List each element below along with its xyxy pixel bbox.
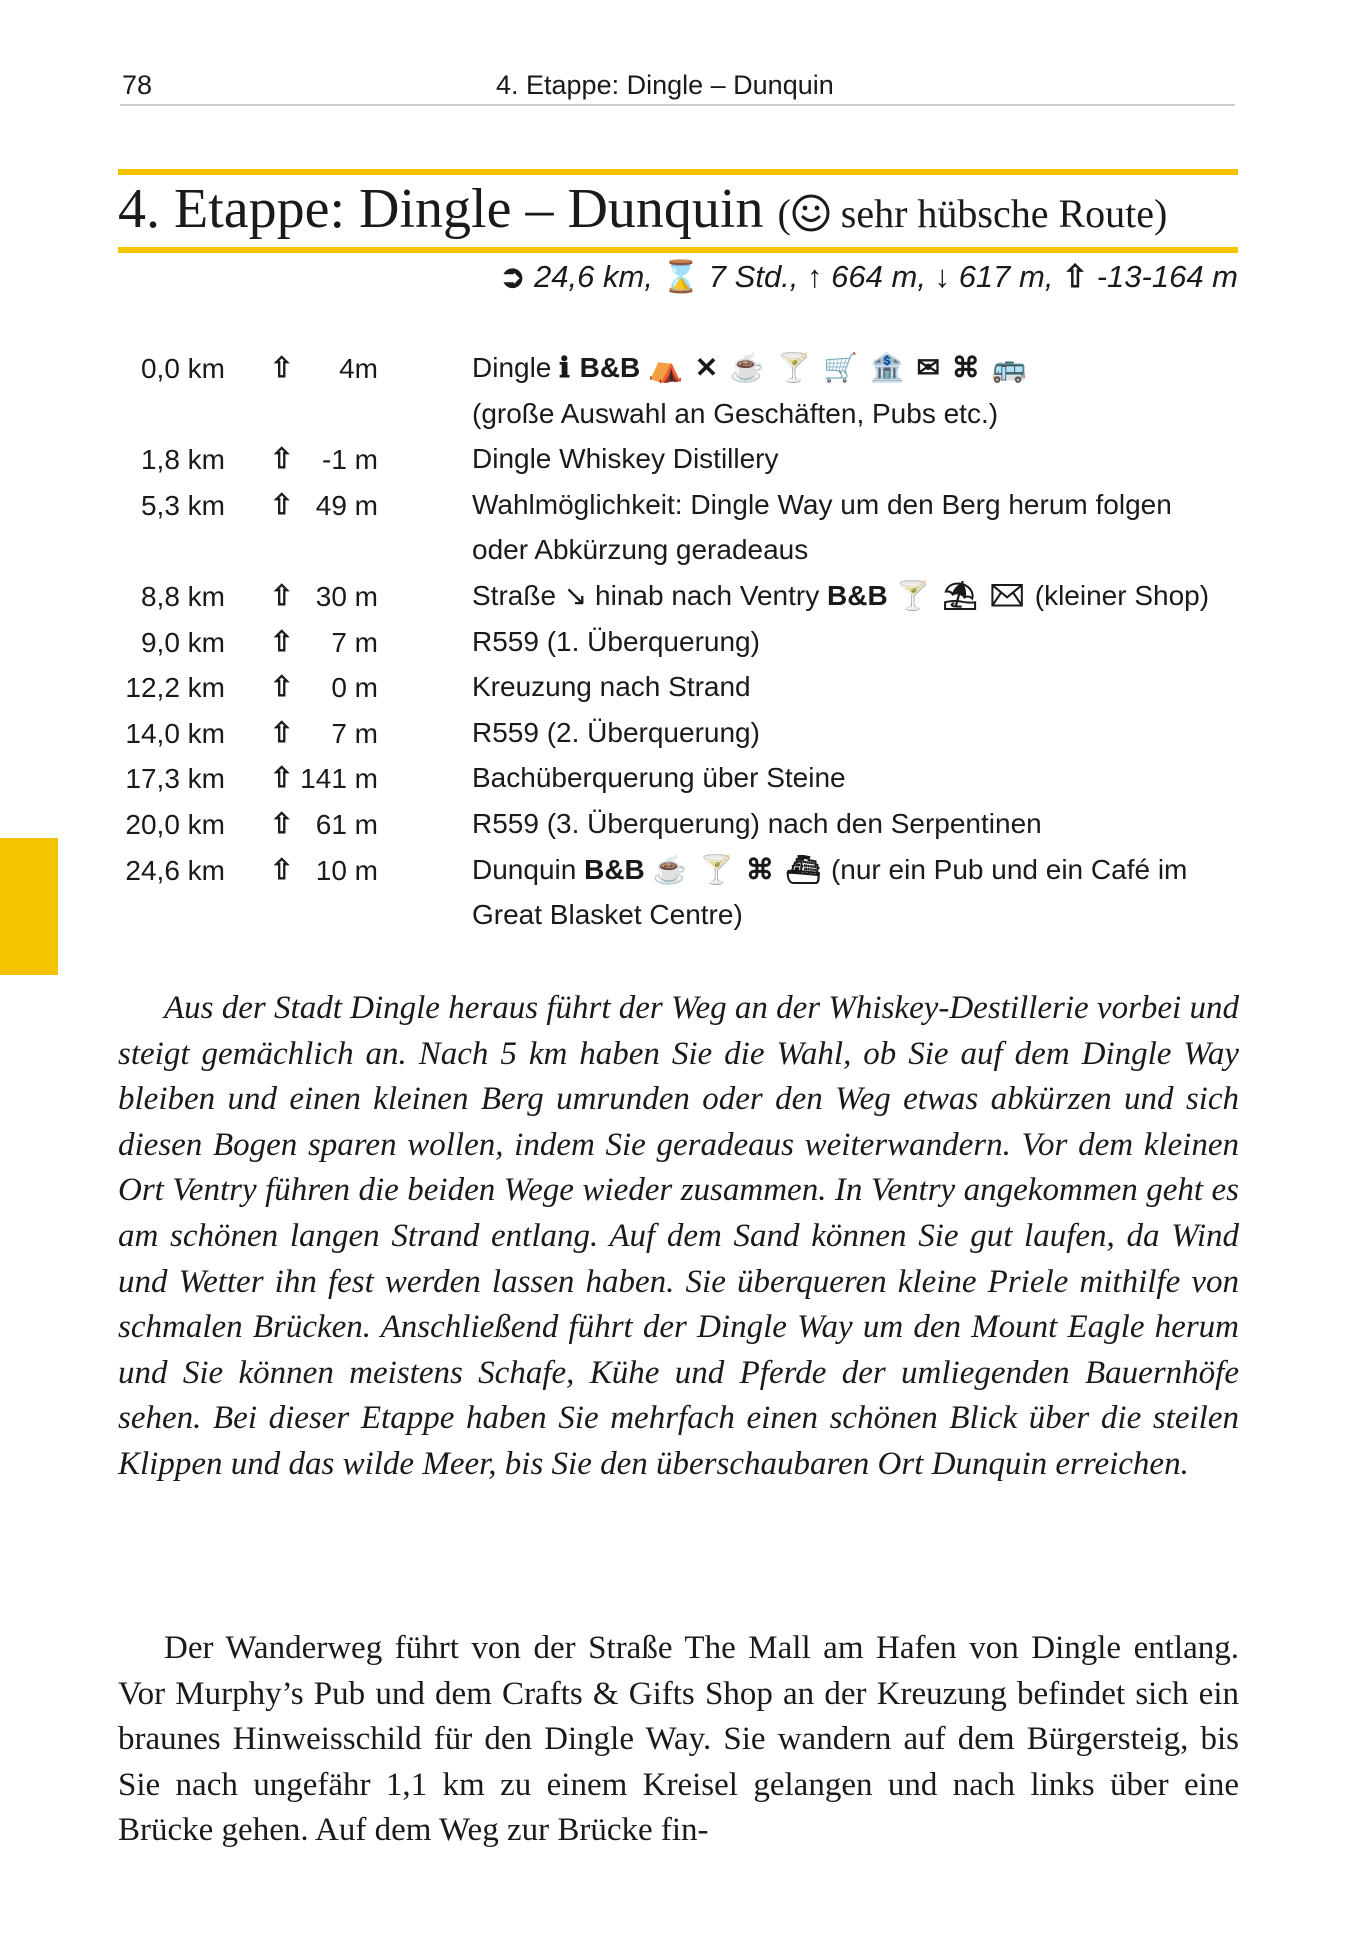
route-alt: 30 m: [315, 580, 378, 612]
stat-distance: 24,6 km,: [534, 259, 653, 294]
route-km: 5,3 km: [140, 489, 225, 521]
altitude-arrow-icon: ⇧: [1062, 259, 1089, 294]
route-description-paragraph: Der Wanderweg führt von der Straße The Mall am Hafen von Dingle entlang. Vor Murphy’s Pub und dem Crafts & Gifts Shop an der Kreuzung befindet sich ein braunes Hinweisschild für den Dingle Way. Sie wandern auf dem Bürgersteig, bis Sie nach ungefähr 1,1 km zu einem Kreisel gelangen und nach links über eine Brücke gehen. Auf dem Weg zur Brücke fin-: [118, 1630, 1239, 1849]
amenity-icons: 🍸 ⛱ ✉: [895, 579, 1027, 611]
altitude-arrow-icon: ⇧: [270, 716, 294, 748]
stat-altitude: -13-164 m: [1096, 259, 1238, 294]
route-alt: 141 m: [300, 763, 378, 795]
hourglass-icon: ⌛: [661, 259, 701, 294]
route-desc: Kreuzung nach Strand: [472, 671, 751, 703]
route-row: [118, 666, 1238, 712]
route-desc: Wahlmöglichkeit: Dingle Way um den Berg herum folgen oder Abkürzung geradeaus: [472, 488, 1172, 566]
info-icon: ℹ: [559, 352, 572, 383]
route-alt: -1 m: [322, 444, 378, 476]
route-km: 9,0 km: [140, 626, 225, 658]
route-rating: ( sehr hübsche Route): [777, 191, 1168, 236]
stat-descent: 617 m,: [958, 259, 1054, 294]
route-desc: Dunquin B&B ☕ 🍸 ⌘ ⛴ (nur ein Pub und ein Café im Great Blasket Centre): [472, 853, 1188, 931]
route-row: [118, 484, 1238, 575]
running-head-title: 4. Etappe: Dingle – Dunquin: [496, 70, 834, 100]
route-row: [118, 757, 1238, 803]
route-desc: Straße ↘ hinab nach Ventry B&B 🍸 ⛱ ✉ (kleiner Shop): [472, 579, 1210, 611]
route-row: [118, 621, 1238, 667]
route-desc: Bachüberquerung über Steine: [472, 762, 846, 794]
smiley-icon: [791, 193, 831, 233]
ascent-arrow-icon: ↑: [807, 259, 823, 294]
route-alt: 0 m: [331, 672, 378, 704]
route-row: [118, 712, 1238, 758]
amenity-icons: ⛺ ✕ ☕ 🍸 🛒 🏦 ✉ ⌘ 🚌: [648, 352, 1029, 383]
route-alt: 10 m: [315, 854, 378, 886]
altitude-arrow-icon: ⇧: [270, 807, 294, 839]
route-km: 14,0 km: [125, 717, 225, 749]
route-alt: 49 m: [315, 489, 378, 521]
page-number: 78: [122, 70, 153, 100]
stat-ascent: 664 m,: [831, 259, 926, 294]
altitude-arrow-icon: ⇧: [270, 625, 294, 657]
route-km: 17,3 km: [125, 763, 225, 795]
route-table: [118, 347, 1238, 940]
route-row: [118, 849, 1238, 940]
route-km: 20,0 km: [125, 808, 225, 840]
route-row: [118, 438, 1238, 484]
route-alt: 7 m: [331, 717, 378, 749]
altitude-arrow-icon: ⇧: [270, 352, 294, 383]
descent-arrow-icon: ↓: [934, 259, 951, 294]
altitude-arrow-icon: ⇧: [270, 579, 294, 611]
stat-time: 7 Std.,: [708, 259, 799, 294]
chapter-thumb-tab: [0, 838, 58, 975]
distance-icon: ➲: [499, 259, 526, 294]
route-alt: 4m: [339, 353, 378, 384]
route-km: 12,2 km: [125, 672, 225, 704]
altitude-arrow-icon: ⇧: [270, 488, 294, 520]
route-desc: R559 (2. Überquerung): [472, 716, 760, 748]
route-desc: Dingle ℹ B&B ⛺ ✕ ☕ 🍸 🛒 🏦 ✉ ⌘ 🚌 (große Auswahl an Geschäften, Pubs etc.): [472, 352, 1029, 429]
route-km: 1,8 km: [140, 444, 225, 476]
stage-summary-paragraph: Aus der Stadt Dingle heraus führt der Weg an der Whiskey-Destillerie vorbei und steigt gemächlich an. Nach 5 km haben Sie die Wahl, ob Sie auf dem Dingle Way bleiben und einen kleinen Berg umrunden oder den Weg etwas abkürzen und sich diesen Bogen sparen wollen, indem Sie geradeaus weiterwandern. Vor dem kleinen Ort Ventry führen die beiden Wege wieder zusammen. In Ventry angekommen geht es am schönen langen Strand entlang. Auf dem Sand können Sie gut laufen, da Wind und Wetter ihn fest werden lassen haben. Sie überqueren kleine Priele mithilfe von schmalen Brücken. Anschließend führt der Dingle Way um den Mount Eagle herum und Sie können meistens Schafe, Kühe und Pferde der umliegenden Bauernhöfe sehen. Bei dieser Etappe haben Sie mehrfach einen schönen Blick über die steilen Klippen und das wilde Meer, bis Sie den überschaubaren Ort Dunquin erreichen.: [118, 990, 1239, 1482]
amenity-icons: ☕ 🍸 ⌘ ⛴: [652, 853, 824, 885]
route-desc: R559 (1. Überquerung): [472, 625, 760, 657]
altitude-arrow-icon: ⇧: [270, 853, 294, 885]
running-head: [120, 68, 1235, 106]
route-desc: R559 (3. Überquerung) nach den Serpentinen: [472, 807, 1042, 839]
stage-title: 4. Etappe: Dingle – Dunquin: [118, 178, 764, 240]
stage-stats: [499, 258, 1238, 295]
route-desc: Dingle Whiskey Distillery: [472, 443, 779, 475]
route-alt: 61 m: [315, 808, 378, 840]
route-row: [118, 803, 1238, 849]
route-row: [118, 575, 1238, 621]
stage-heading: [118, 169, 1238, 253]
route-row: [118, 347, 1238, 438]
altitude-arrow-icon: ⇧: [270, 762, 294, 794]
route-alt: 7 m: [331, 626, 378, 658]
route-km: 0,0 km: [140, 353, 225, 384]
altitude-arrow-icon: ⇧: [270, 671, 294, 703]
altitude-arrow-icon: ⇧: [270, 443, 294, 475]
route-km: 24,6 km: [125, 854, 225, 886]
route-km: 8,8 km: [140, 580, 225, 612]
